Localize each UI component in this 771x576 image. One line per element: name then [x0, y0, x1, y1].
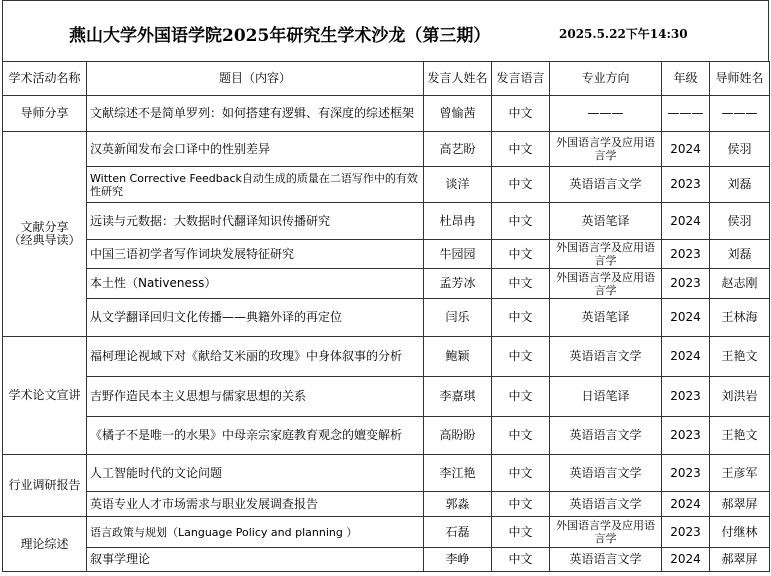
- advisor-cell[interactable]: 刘洪岩: [710, 377, 770, 417]
- topic-cell[interactable]: 语言政策与规划（Language Policy and planning ）: [87, 517, 424, 548]
- table-row: [3, 455, 770, 492]
- page-title: 燕山大学外国语学院2025年研究生学术沙龙（第三期）: [69, 26, 491, 46]
- table-row: [3, 377, 770, 417]
- language-cell[interactable]: 中文: [492, 132, 550, 167]
- advisor-cell[interactable]: 王艳文: [710, 417, 770, 455]
- speaker-cell[interactable]: 石磊: [424, 517, 492, 548]
- table-row: [3, 417, 770, 455]
- table-row: [3, 167, 770, 203]
- major-cell[interactable]: 英语语言文学: [550, 548, 662, 572]
- advisor-cell[interactable]: 付继林: [710, 517, 770, 548]
- speaker-cell[interactable]: 高盼盼: [424, 417, 492, 455]
- table-row: [3, 337, 770, 377]
- speaker-cell[interactable]: 高艺盼: [424, 132, 492, 167]
- grade-cell[interactable]: 2024: [662, 492, 710, 517]
- speaker-cell[interactable]: 闫乐: [424, 299, 492, 337]
- speaker-cell[interactable]: 李江艳: [424, 455, 492, 492]
- category-literature-line2: （经典导读）: [8, 233, 81, 247]
- language-cell[interactable]: 中文: [492, 377, 550, 417]
- language-cell[interactable]: 中文: [492, 96, 550, 132]
- category-cell-mentor[interactable]: 导师分享: [3, 96, 87, 132]
- advisor-cell[interactable]: 王艳文: [710, 337, 770, 377]
- grade-cell[interactable]: 2024: [662, 132, 710, 167]
- major-cell[interactable]: 日语笔译: [550, 377, 662, 417]
- topic-cell[interactable]: Witten Corrective Feedback自动生成的质量在二语写作中的有效性研究: [87, 167, 424, 203]
- advisor-cell[interactable]: ———: [710, 96, 770, 132]
- language-cell[interactable]: 中文: [492, 492, 550, 517]
- speaker-cell[interactable]: 谈洋: [424, 167, 492, 203]
- topic-cell[interactable]: 中国三语初学者写作词块发展特征研究: [87, 240, 424, 269]
- schedule-table: [2, 61, 770, 572]
- topic-cell[interactable]: 吉野作造民本主义思想与儒家思想的关系: [87, 377, 424, 417]
- topic-cell[interactable]: 汉英新闻发布会口译中的性别差异: [87, 132, 424, 167]
- grade-cell[interactable]: 2023: [662, 517, 710, 548]
- column-header-topic[interactable]: 题目（内容）: [87, 62, 424, 96]
- table-row: [3, 203, 770, 240]
- speaker-cell[interactable]: 牛园园: [424, 240, 492, 269]
- category-literature-line1: 文献分享: [20, 220, 69, 234]
- speaker-cell[interactable]: 孟芳冰: [424, 269, 492, 299]
- table-header-row: [3, 62, 770, 96]
- speaker-cell[interactable]: 杜昂冉: [424, 203, 492, 240]
- language-cell[interactable]: 中文: [492, 203, 550, 240]
- column-header-speaker[interactable]: 发言人姓名: [424, 62, 492, 96]
- speaker-cell[interactable]: 鲍颖: [424, 337, 492, 377]
- grade-cell[interactable]: 2024: [662, 548, 710, 572]
- speaker-cell[interactable]: 郭淼: [424, 492, 492, 517]
- major-cell[interactable]: 英语语言文学: [550, 337, 662, 377]
- grade-cell[interactable]: 2023: [662, 269, 710, 299]
- grade-cell[interactable]: 2024: [662, 203, 710, 240]
- advisor-cell[interactable]: 赵志刚: [710, 269, 770, 299]
- major-cell[interactable]: 英语笔译: [550, 299, 662, 337]
- title-bar: [2, 0, 769, 61]
- grade-cell[interactable]: 2023: [662, 377, 710, 417]
- column-header-advisor[interactable]: 导师姓名: [710, 62, 770, 96]
- topic-cell[interactable]: 人工智能时代的文论问题: [87, 455, 424, 492]
- major-cell[interactable]: 外国语言学及应用语言学: [550, 517, 662, 548]
- table-row: [3, 299, 770, 337]
- table-row: [3, 132, 770, 167]
- language-cell[interactable]: 中文: [492, 167, 550, 203]
- topic-cell[interactable]: 远读与元数据：大数据时代翻译知识传播研究: [87, 203, 424, 240]
- grade-cell[interactable]: 2023: [662, 167, 710, 203]
- speaker-cell[interactable]: 曾愉茜: [424, 96, 492, 132]
- grade-cell[interactable]: 2023: [662, 455, 710, 492]
- language-cell[interactable]: 中文: [492, 269, 550, 299]
- column-header-grade[interactable]: 年级: [662, 62, 710, 96]
- topic-cell[interactable]: 英语专业人才市场需求与职业发展调查报告: [87, 492, 424, 517]
- speaker-cell[interactable]: 李嘉琪: [424, 377, 492, 417]
- advisor-cell[interactable]: 王彦军: [710, 455, 770, 492]
- column-header-language[interactable]: 发言语言: [492, 62, 550, 96]
- major-cell[interactable]: 英语语言文学: [550, 167, 662, 203]
- grade-cell[interactable]: 2023: [662, 417, 710, 455]
- topic-cell[interactable]: 本土性（Nativeness）: [87, 269, 424, 299]
- grade-cell[interactable]: 2023: [662, 240, 710, 269]
- table-row: [3, 548, 770, 572]
- topic-cell[interactable]: 福柯理论视域下对《献给艾米丽的玫瑰》中身体叙事的分析: [87, 337, 424, 377]
- language-cell[interactable]: 中文: [492, 299, 550, 337]
- language-cell[interactable]: 中文: [492, 548, 550, 572]
- language-cell[interactable]: 中文: [492, 337, 550, 377]
- language-cell[interactable]: 中文: [492, 240, 550, 269]
- topic-cell[interactable]: 从文学翻译回归文化传播——典籍外译的再定位: [87, 299, 424, 337]
- column-header-category[interactable]: 学术活动名称: [3, 62, 87, 96]
- category-cell-theory[interactable]: 理论综述: [3, 517, 87, 572]
- advisor-cell[interactable]: 刘磊: [710, 167, 770, 203]
- major-cell[interactable]: 英语语言文学: [550, 492, 662, 517]
- major-cell[interactable]: 英语笔译: [550, 203, 662, 240]
- language-cell[interactable]: 中文: [492, 517, 550, 548]
- table-row: [3, 96, 770, 132]
- major-cell[interactable]: 外国语言学及应用语言学: [550, 132, 662, 167]
- grade-cell[interactable]: 2024: [662, 337, 710, 377]
- grade-cell[interactable]: ———: [662, 96, 710, 132]
- speaker-cell[interactable]: 李峥: [424, 548, 492, 572]
- category-cell-literature[interactable]: [3, 132, 87, 337]
- column-header-major[interactable]: 专业方向: [550, 62, 662, 96]
- major-cell[interactable]: 外国语言学及应用语言学: [550, 269, 662, 299]
- advisor-cell[interactable]: 侯羽: [710, 203, 770, 240]
- topic-cell[interactable]: 文献综述不是简单罗列：如何搭建有逻辑、有深度的综述框架: [87, 96, 424, 132]
- table-row: [3, 269, 770, 299]
- table-row: [3, 240, 770, 269]
- major-cell[interactable]: 英语语言文学: [550, 417, 662, 455]
- language-cell[interactable]: 中文: [492, 417, 550, 455]
- major-cell[interactable]: ———: [550, 96, 662, 132]
- advisor-cell[interactable]: 王林海: [710, 299, 770, 337]
- topic-cell[interactable]: 叙事学理论: [87, 548, 424, 572]
- topic-cell[interactable]: 《橘子不是唯一的水果》中母亲宗家庭教育观念的嬗变解析: [87, 417, 424, 455]
- event-datetime: 2025.5.22下午14:30: [559, 27, 688, 41]
- major-cell[interactable]: 外国语言学及应用语言学: [550, 240, 662, 269]
- advisor-cell[interactable]: 刘磊: [710, 240, 770, 269]
- major-cell[interactable]: 英语语言文学: [550, 455, 662, 492]
- table-row: [3, 517, 770, 548]
- advisor-cell[interactable]: 侯羽: [710, 132, 770, 167]
- language-cell[interactable]: 中文: [492, 455, 550, 492]
- advisor-cell[interactable]: 郝翠屏: [710, 492, 770, 517]
- grade-cell[interactable]: 2024: [662, 299, 710, 337]
- category-cell-paper[interactable]: 学术论文宣讲: [3, 337, 87, 455]
- table-row: [3, 492, 770, 517]
- category-cell-industry[interactable]: 行业调研报告: [3, 455, 87, 517]
- advisor-cell[interactable]: 郝翠屏: [710, 548, 770, 572]
